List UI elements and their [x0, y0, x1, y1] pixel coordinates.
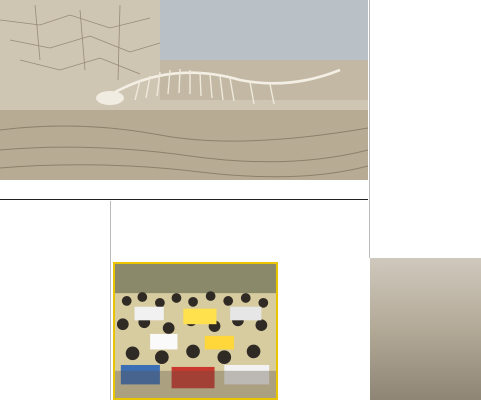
column-divider [369, 0, 370, 258]
column-divider [110, 201, 111, 400]
tesla-story [282, 264, 368, 400]
photo-caption [0, 182, 368, 198]
main-story-col-1 [115, 232, 193, 262]
section-rule [0, 199, 368, 200]
environment-photo [0, 0, 368, 180]
right-column-top [374, 0, 480, 258]
right-column-bottom [374, 258, 480, 400]
main-story-col-2 [197, 222, 275, 262]
protest-photo [113, 262, 278, 400]
left-story [0, 201, 108, 400]
